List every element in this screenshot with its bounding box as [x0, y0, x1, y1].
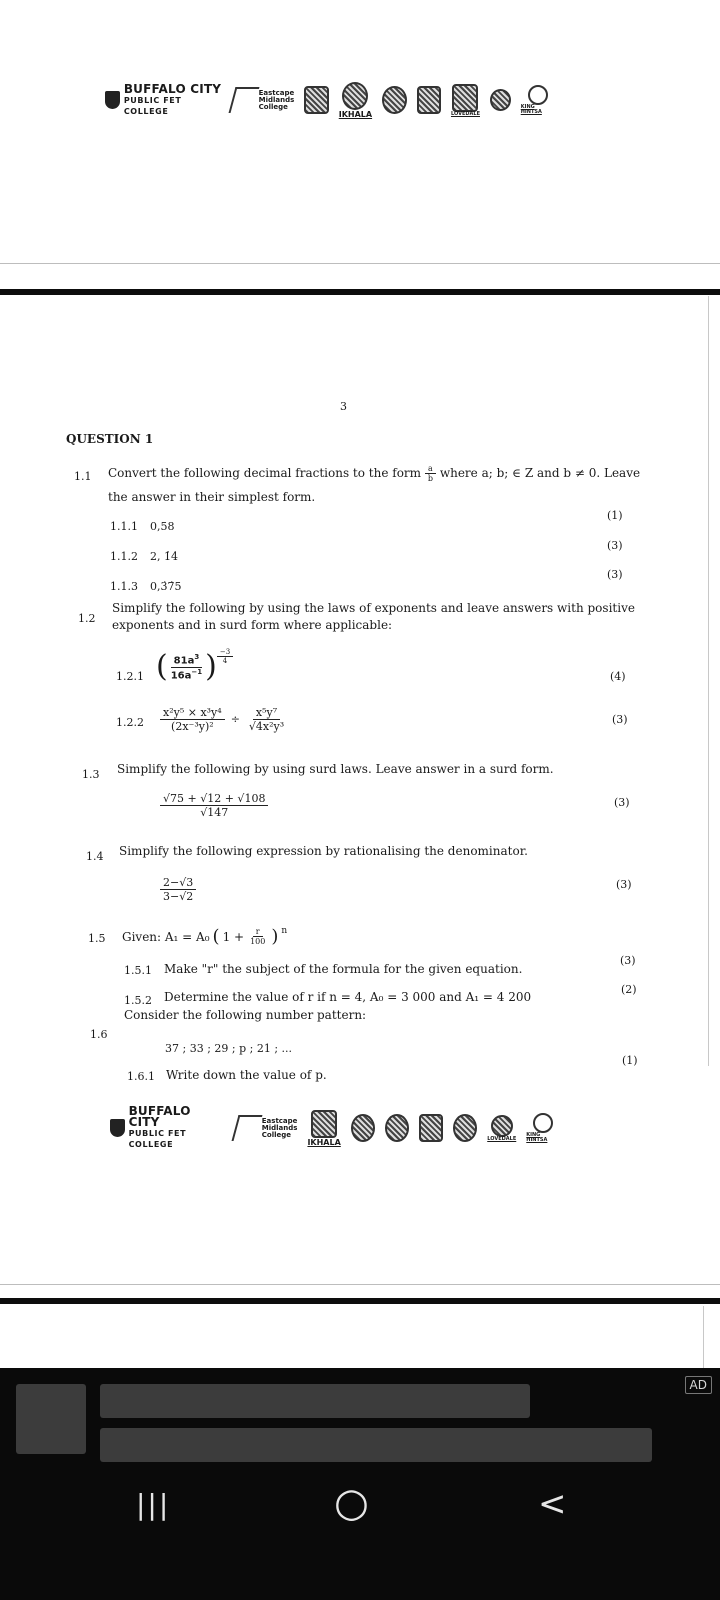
emc-line1: Eastcape — [258, 88, 295, 97]
seal-icon — [351, 1114, 375, 1142]
lovedale-name: LOVEDALE — [450, 110, 480, 117]
q1-5-paren-close: ) — [271, 926, 279, 947]
q1-1-text-b: where a; b; ∈ Z and b ≠ 0. Leave — [439, 466, 641, 480]
q1-1-line2: the answer in their simplest form. — [108, 490, 316, 504]
q1-3-denominator: √147 — [200, 806, 229, 819]
paren-right: ) — [205, 649, 217, 684]
page-break-bar-bottom — [0, 1298, 720, 1304]
emc-logo-bottom — [235, 1115, 298, 1141]
ikhala-crest-icon — [385, 1114, 409, 1142]
q1-2-2-denominator-2: √4x²y³ — [248, 720, 285, 733]
q1-1-2-value: 2, 1̇4̇ — [150, 550, 178, 563]
king-hintsa-name: KING HINTSA — [520, 104, 542, 115]
q1-5-hundred: 100 — [250, 937, 266, 946]
page-number: 3 — [340, 400, 347, 413]
ab-fraction — [425, 464, 436, 483]
king-crest-icon — [419, 1114, 443, 1142]
fraction-denominator: b — [427, 474, 433, 483]
q1-3-text: Simplify the following by using surd laws. Leave answer in a surd form. — [117, 762, 554, 776]
lovedale-crest-icon — [452, 84, 478, 112]
q1-2-2-denominator-1: (2x⁻³y)² — [171, 720, 214, 733]
buffalo-city-name: BUFFALO CITY — [123, 81, 222, 96]
outer-exp-numerator: −3 — [217, 648, 233, 657]
q1-5-consider: Consider the following number pattern: — [124, 1008, 367, 1022]
ikhala-name-bottom: IKHALA — [307, 1137, 341, 1147]
ad-image-placeholder[interactable] — [16, 1384, 86, 1454]
emc-line2: Midlands — [258, 95, 295, 104]
buffalo-city-name-bottom: BUFFALO CITY — [128, 1104, 191, 1129]
q1-2-2-fraction-1 — [160, 706, 225, 733]
q1-1-text-a: Convert the following decimal fractions to the form — [108, 466, 422, 480]
q1-4-numerator: 2−√3 — [160, 876, 196, 890]
q1-2-2-fraction-2 — [246, 706, 287, 733]
q1-5-1-number: 1.5.1 — [124, 964, 152, 977]
king-hintsa-logo — [521, 85, 555, 115]
q1-2-1-marks: (4) — [610, 670, 626, 683]
buffalo-city-logo — [105, 81, 222, 117]
q1-2-2-expression — [160, 706, 287, 733]
q1-5-1-text: Make "r" the subject of the formula for the given equation. — [164, 962, 523, 976]
q1-1-2-marks: (3) — [607, 539, 623, 552]
emc-line2-bottom: Midlands — [261, 1123, 298, 1132]
college-crest-icon — [311, 1110, 337, 1138]
q1-1-text — [108, 464, 640, 483]
q1-4-text: Simplify the following expression by rationalising the denominator. — [119, 844, 528, 858]
q1-2-2-number: 1.2.2 — [116, 716, 144, 729]
q1-2-1-fraction — [168, 653, 205, 681]
seal-icon — [382, 86, 406, 114]
fraction-numerator: a — [425, 464, 436, 474]
lovedale-logo — [451, 84, 480, 117]
page-edge-line — [708, 296, 709, 1066]
q1-5-2-number: 1.5.2 — [124, 994, 152, 1007]
q1-6-number: 1.6 — [90, 1028, 108, 1041]
ikhala-logo — [339, 82, 372, 119]
page-break-bar — [0, 289, 720, 295]
outer-exp-denominator: 4 — [222, 657, 228, 665]
emc-logo — [232, 87, 295, 113]
logo-strip-bottom — [110, 1104, 560, 1149]
q1-2-2-marks: (3) — [612, 713, 628, 726]
recents-nav-button[interactable]: ||| — [136, 1488, 171, 1521]
q1-5-given — [122, 926, 287, 947]
ikhala-crest-icon — [342, 82, 368, 110]
q1-6-pattern: 37 ; 33 ; 29 ; p ; 21 ; ... — [165, 1042, 293, 1055]
q1-6-1-number: 1.6.1 — [127, 1070, 155, 1083]
ad-description-placeholder[interactable] — [100, 1428, 652, 1462]
q1-2-1-numerator: 81a — [173, 655, 195, 667]
q1-5-number: 1.5 — [88, 932, 106, 945]
q1-3-marks: (3) — [614, 796, 630, 809]
q1-2-2-numerator-2: x⁵y⁷ — [253, 706, 280, 720]
king-hintsa-icon — [528, 85, 548, 105]
q1-5-2-marks: (2) — [621, 983, 637, 996]
logo-strip-top — [105, 80, 555, 120]
shield-icon — [105, 91, 120, 109]
q1-3-number: 1.3 — [82, 768, 100, 781]
q1-1-3-value: 0,3̇7̇5 — [150, 580, 182, 593]
q1-1-2-number: 1.1.2 — [110, 550, 138, 563]
q1-1-1-number: 1.1.1 — [110, 520, 138, 533]
q1-3-numerator: √75 + √12 + √108 — [160, 792, 268, 806]
q1-1-3-number: 1.1.3 — [110, 580, 138, 593]
ad-banner-area — [0, 1368, 720, 1600]
q1-2-line1: Simplify the following by using the laws of exponents and leave answers with positive — [112, 601, 635, 615]
q1-5-paren-open: ( — [212, 926, 220, 947]
q1-2-number: 1.2 — [78, 612, 96, 625]
q1-5-1-marks: (3) — [620, 954, 636, 967]
q1-3-expression — [160, 792, 268, 819]
ikhala-name: IKHALA — [338, 109, 373, 119]
badge-icon — [453, 1114, 477, 1142]
king-hintsa-logo-bottom — [526, 1113, 560, 1143]
buffalo-city-subtitle: PUBLIC FET COLLEGE — [123, 95, 182, 116]
buffalo-city-logo-bottom — [110, 1106, 225, 1150]
ikhala-logo-bottom — [307, 1110, 340, 1147]
q1-2-2-numerator-1: x²y⁵ × x³y⁴ — [160, 706, 225, 720]
q1-4-number: 1.4 — [86, 850, 104, 863]
q1-2-1-expression — [156, 648, 233, 684]
college-crest-icon — [304, 86, 328, 114]
q1-1-3-marks: (3) — [607, 568, 623, 581]
emc-line1-bottom: Eastcape — [261, 1116, 298, 1125]
page-edge-line-bottom — [703, 1306, 704, 1368]
ad-badge[interactable]: AD — [685, 1376, 712, 1394]
question-title: QUESTION 1 — [66, 432, 154, 446]
emc-mark-icon — [231, 1115, 262, 1141]
divider-bottom — [0, 1284, 720, 1285]
q1-2-1-denominator-exp: −1 — [191, 667, 203, 676]
divide-operator: ÷ — [230, 713, 240, 726]
q1-5-2-text: Determine the value of r if n = 4, A₀ = 3 000 and A₁ = 4 200 — [164, 990, 532, 1004]
back-nav-button[interactable]: < — [538, 1484, 567, 1524]
q1-2-1-numerator-exp: 3 — [194, 653, 200, 662]
home-nav-button[interactable]: ○ — [334, 1480, 369, 1526]
lovedale-crest-icon — [491, 1115, 513, 1137]
q1-2-1-number: 1.2.1 — [116, 670, 144, 683]
lovedale-name-bottom: LOVEDALE — [487, 1135, 517, 1142]
q1-6-1-marks: (1) — [622, 1054, 638, 1067]
king-hintsa-icon — [533, 1113, 553, 1133]
king-hintsa-name-bottom: KING HINTSA — [526, 1132, 548, 1143]
q1-5-fraction — [247, 927, 268, 946]
q1-5-given-text: Given: A₁ = A₀ — [122, 929, 210, 944]
emc-mark-icon — [228, 87, 259, 113]
buffalo-city-subtitle-bottom: PUBLIC FET COLLEGE — [128, 1129, 187, 1149]
q1-3-fraction — [160, 792, 268, 819]
q1-5-one-plus: 1 + — [222, 929, 245, 944]
q1-1-1-value: 0,58 — [150, 520, 175, 533]
q1-4-denominator: 3−√2 — [163, 890, 194, 903]
ad-title-placeholder[interactable] — [100, 1384, 530, 1418]
q1-4-fraction — [160, 876, 196, 903]
emc-line3-bottom: College — [261, 1130, 292, 1139]
q1-5-r: r — [253, 927, 263, 937]
q1-2-1-outer-exponent — [217, 648, 233, 665]
king-crest-icon — [417, 86, 441, 114]
q1-5-exponent: n — [281, 926, 288, 936]
q1-4-marks: (3) — [616, 878, 632, 891]
q1-1-number: 1.1 — [74, 470, 92, 483]
q1-4-expression — [160, 876, 196, 903]
shield-icon — [110, 1119, 125, 1137]
q1-1-1-marks: (1) — [607, 509, 623, 522]
q1-6-1-text: Write down the value of p. — [166, 1068, 327, 1082]
q1-2-1-denominator: 16a — [170, 669, 192, 681]
paren-left: ( — [156, 649, 168, 684]
divider — [0, 263, 720, 264]
badge-icon — [490, 89, 511, 111]
q1-2-line2: exponents and in surd form where applicable: — [112, 618, 393, 632]
lovedale-logo-bottom — [487, 1115, 516, 1142]
emc-line3: College — [258, 102, 288, 111]
